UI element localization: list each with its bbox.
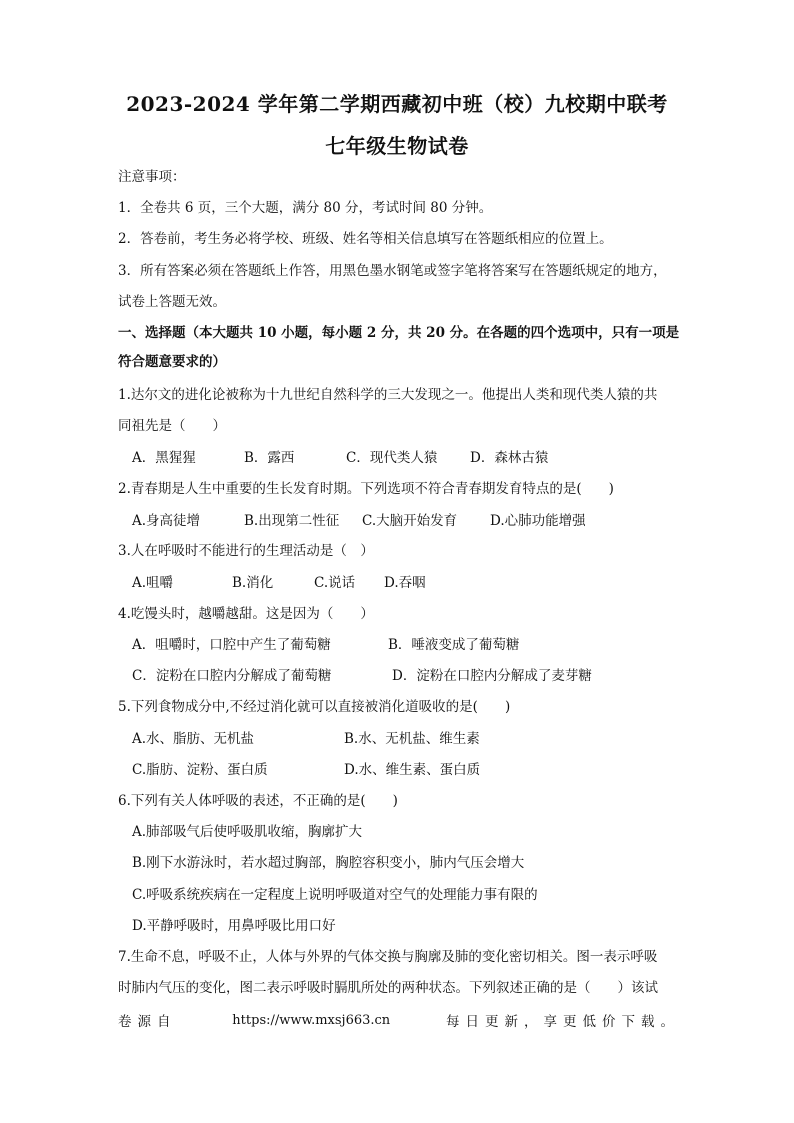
q5-option-b: B.水、无机盐、维生素 bbox=[344, 731, 480, 747]
q5-option-d: D.水、维生素、蛋白质 bbox=[344, 762, 481, 778]
q1-option-b: B．露西 bbox=[244, 450, 295, 466]
source-link[interactable]: https://www.mxsj663.cn bbox=[232, 1012, 391, 1028]
q4-option-d: D．淀粉在口腔内分解成了麦芽糖 bbox=[392, 668, 592, 684]
question-1-cont: 同祖先是（ ） bbox=[118, 418, 226, 434]
source-footer bbox=[118, 1010, 680, 1030]
q2-option-c: C.大脑开始发育 bbox=[362, 513, 458, 529]
q2-option-a: A.身高徒增 bbox=[132, 513, 201, 529]
footer-suffix: 每日更新，享更低价下载。 bbox=[445, 1014, 680, 1030]
question-5: 5.下列食物成分中,不经过消化就可以直接被消化道吸收的是( ) bbox=[118, 699, 511, 715]
question-3: 3.人在呼吸时不能进行的生理活动是（ ） bbox=[118, 543, 374, 559]
question-1: 1.达尔文的进化论被称为十九世纪自然科学的三大发现之一。他提出人类和现代类人猿的共 bbox=[118, 387, 658, 403]
note-item-3: 3．所有答案必须在答题纸上作答，用黑色墨水钢笔或签字笔将答案写在答题纸规定的地方， bbox=[118, 263, 667, 279]
question-2: 2.青春期是人生中重要的生长发育时期。下列选项不符合青春期发育特点的是( ) bbox=[118, 481, 614, 497]
q3-option-b: B.消化 bbox=[232, 575, 274, 591]
q5-option-c: C.脂肪、淀粉、蛋白质 bbox=[132, 762, 268, 778]
notes-heading: 注意事项： bbox=[118, 169, 186, 185]
q6-option-c: C.呼吸系统疾病在一定程度上说明呼吸道对空气的处理能力事有限的 bbox=[132, 887, 538, 903]
q1-option-c: C．现代类人猿 bbox=[346, 450, 438, 466]
question-7-cont: 时肺内气压的变化，图二表示呼吸时膈肌所处的两种状态。下列叙述正确的是（ ）该试 bbox=[118, 980, 658, 996]
section-heading: 一、选择题（本大题共 10 小题，每小题 2 分，共 20 分。在各题的四个选项中，只有一项是 bbox=[118, 325, 680, 341]
q2-option-b: B.出现第二性征 bbox=[244, 513, 340, 529]
footer-prefix: 卷源自 bbox=[118, 1014, 177, 1030]
exam-subtitle: 七年级生物试卷 bbox=[325, 134, 469, 158]
q5-option-a: A.水、脂肪、无机盐 bbox=[132, 731, 255, 747]
note-item-1: 1．全卷共 6 页，三个大题，满分 80 分，考试时间 80 分钟。 bbox=[118, 200, 493, 216]
note-item-2: 2．答卷前，考生务必将学校、班级、姓名等相关信息填写在答题纸相应的位置上。 bbox=[118, 231, 613, 247]
q4-option-c: C．淀粉在口腔内分解成了葡萄糖 bbox=[132, 668, 332, 684]
q1-option-d: D．森林古猿 bbox=[470, 450, 549, 466]
q4-option-a: A．咀嚼时，口腔中产生了葡萄糖 bbox=[132, 637, 331, 653]
q1-option-a: A．黑猩猩 bbox=[132, 450, 196, 466]
exam-title: 2023-2024 学年第二学期西藏初中班（校）九校期中联考 bbox=[126, 92, 668, 116]
q3-option-d: D.吞咽 bbox=[384, 575, 426, 591]
question-4: 4.吃馒头时，越嚼越甜。这是因为（ ） bbox=[118, 606, 374, 622]
q6-option-d: D.平静呼吸时，用鼻呼吸比用口好 bbox=[132, 918, 336, 934]
q3-option-c: C.说话 bbox=[314, 575, 356, 591]
question-6: 6.下列有关人体呼吸的表述，不正确的是( ) bbox=[118, 793, 398, 809]
section-heading-cont: 符合题意要求的） bbox=[118, 354, 226, 370]
question-7: 7.生命不息，呼吸不止，人体与外界的气体交换与胸廓及肺的变化密切相关。图一表示呼吸 bbox=[118, 949, 658, 965]
q6-option-b: B.刚下水游泳时，若水超过胸部，胸腔容积变小，肺内气压会增大 bbox=[132, 855, 525, 871]
q4-option-b: B．唾液变成了葡萄糖 bbox=[388, 637, 520, 653]
q3-option-a: A.咀嚼 bbox=[132, 575, 174, 591]
q6-option-a: A.肺部吸气后使呼吸肌收缩，胸廓扩大 bbox=[132, 824, 363, 840]
q2-option-d: D.心肺功能增强 bbox=[490, 513, 586, 529]
note-item-3-cont: 试卷上答题无效。 bbox=[118, 294, 226, 310]
